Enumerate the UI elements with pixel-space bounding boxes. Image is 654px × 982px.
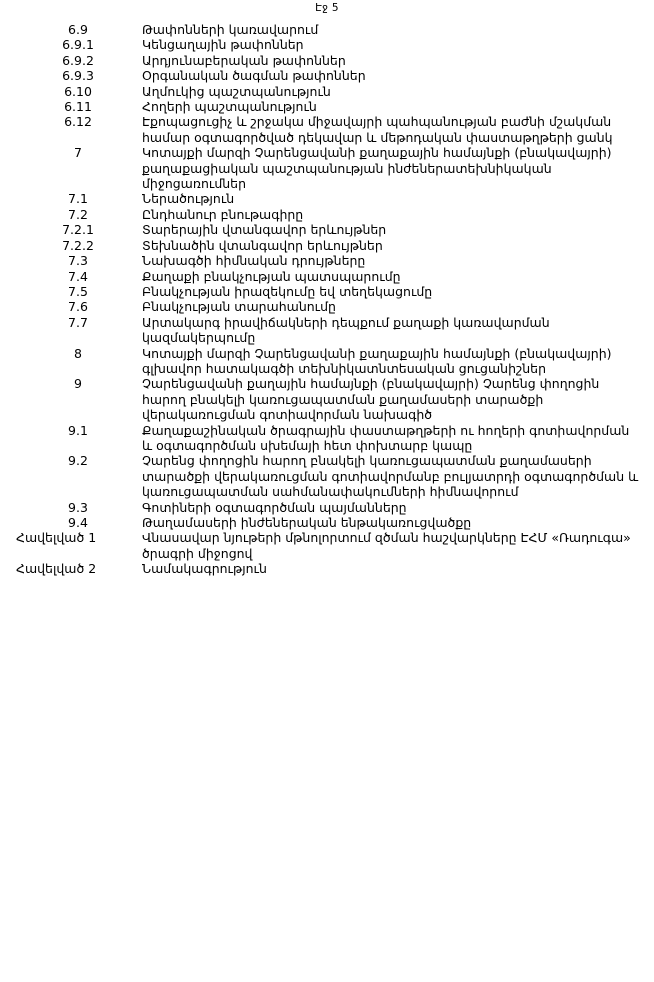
toc-title: Էքոպացուցիչ և շրջակա միջավայրի պահպանության բաժնի մշակման համար օգտագործված դեկավար և մեթոդական փաստաթղթերի ցանկ (142, 114, 613, 145)
toc-number: 9.3 (68, 499, 88, 515)
toc-number: 7.2 (68, 206, 88, 222)
toc-title: Աղմուկից պաշտպանություն (142, 83, 331, 99)
toc-title: Տեխնածին վտանգավոր երևույթներ (142, 237, 383, 253)
table-row (14, 207, 640, 222)
table-row (14, 22, 640, 37)
table-row (14, 238, 640, 253)
toc-number: 6.9.3 (62, 68, 94, 84)
table-of-contents (14, 22, 640, 577)
toc-title: Գոտիների օգտագործման պայմանները (142, 499, 407, 515)
toc-number: 7.3 (68, 253, 88, 269)
toc-number: 7.2.1 (62, 222, 94, 238)
table-row (14, 269, 640, 284)
annex-number: Հավելված 1 (16, 530, 97, 546)
table-row (14, 561, 640, 576)
table-row (14, 500, 640, 515)
table-row (14, 68, 640, 83)
toc-title: Քաղաքի բնակչության պատսպարումը (142, 268, 401, 284)
toc-number: 9 (74, 376, 82, 392)
annex-number: Հավելված 2 (16, 561, 97, 577)
toc-title: Քաղաքաշինական ծրագրային փաստաթղթերի ու հողերի գոտիավորման և օգտագործման սխեմայի հետ փոխտարբ կապը (142, 422, 630, 453)
table-row (14, 453, 640, 499)
annex-title: Վնասավար նյութերի մթնոլորտում զծման հաշվարկները ԷՀՄ «Ռադուգա» ծրագրի միջոցով (142, 530, 631, 561)
toc-number: 9.4 (68, 515, 88, 530)
toc-number: 7.4 (68, 268, 88, 284)
table-row (14, 515, 640, 530)
toc-title: Նախագծի հիմնական դրույթները (142, 253, 366, 269)
toc-title: Բնակչության տարահանումը (142, 299, 336, 315)
table-row (14, 114, 640, 145)
table-row (14, 284, 640, 299)
toc-number: 7.7 (68, 314, 88, 330)
toc-title: Արդյունաբերական թափոններ (142, 52, 346, 68)
toc-number: 9.1 (68, 422, 88, 438)
toc-number: 7.6 (68, 299, 88, 315)
page-header: Էջ 5 (315, 2, 339, 14)
table-row (14, 253, 640, 268)
toc-title: Ընդհանուր բնութագիրը (142, 206, 304, 222)
table-row (14, 376, 640, 422)
table-row (14, 84, 640, 99)
table-row (14, 145, 640, 191)
toc-number: 7 (74, 145, 82, 161)
table-row (14, 99, 640, 114)
toc-title: Թաղամասերի ինժեներական ենթակառուցվածքը (142, 515, 472, 530)
toc-title: Կոտայքի մարզի Չարենցավանի քաղաքային համայնքի (բնակավայրի) գլխավոր հատակագծի տեխնիկատնտեսական ցուցանիշներ (142, 345, 612, 376)
table-row (14, 53, 640, 68)
table-row (14, 530, 640, 561)
table-row (14, 299, 640, 314)
toc-title: Բնակչության իրազեկումը եվ տեղեկացումը (142, 283, 433, 299)
toc-number: 7.1 (68, 191, 88, 207)
toc-title: Չարենց փողոցին հարող բնակելի կառուցապատման քաղամասերի տարածքի վերակառուցման գոտիավորմանբ բուլյատրդի օգտագործման և կառուցապատման սահմանափակումների հիմնավորում (142, 453, 639, 500)
toc-number: 6.9 (68, 22, 88, 37)
table-row (14, 191, 640, 206)
toc-number: 7.5 (68, 283, 88, 299)
toc-number: 6.11 (64, 99, 92, 115)
toc-number: 8 (74, 345, 82, 361)
table-row (14, 37, 640, 52)
toc-title: Օրգանական ծագման թափոններ (142, 68, 366, 84)
toc-title: Հողերի պաշտպանություն (142, 99, 317, 115)
toc-title: Արտակարգ իրավիճակների դեպքում քաղաքի կառավարման կազմակերպումը (142, 314, 550, 346)
toc-number: 6.9.2 (62, 52, 94, 68)
toc-number: 9.2 (68, 453, 88, 469)
table-row (14, 315, 640, 346)
toc-number: 6.10 (64, 83, 92, 99)
toc-title: Ներածություն (142, 191, 235, 207)
toc-number: 6.9.1 (62, 37, 94, 53)
toc-body (14, 22, 640, 577)
toc-title: Կոտայքի մարզի Չարենցավանի քաղաքային համայնքի (բնակավայրի) քաղաքացիական պաշտպանության ինժեներատեխնիկական միջոցառումներ (142, 145, 612, 192)
table-row (14, 423, 640, 454)
toc-title: Կենցաղային թափոններ (142, 37, 304, 53)
toc-title: Թափոնների կառավարում (142, 22, 319, 37)
toc-number: 7.2.2 (62, 237, 94, 253)
table-row (14, 222, 640, 237)
toc-title: Տարերային վտանգավոր երևույթներ (142, 222, 387, 238)
toc-title: Չարենցավանի քաղային համայնքի (բնակավայրի) Չարենց փողոցին հարող բնակելի կառուցապատման քաղամասերի տարածքի վերակառուցման գոտիավորման նախագիծ (142, 376, 600, 423)
annex-title: Նամակագրություն (142, 561, 267, 577)
toc-number: 6.12 (64, 114, 92, 130)
table-row (14, 346, 640, 377)
